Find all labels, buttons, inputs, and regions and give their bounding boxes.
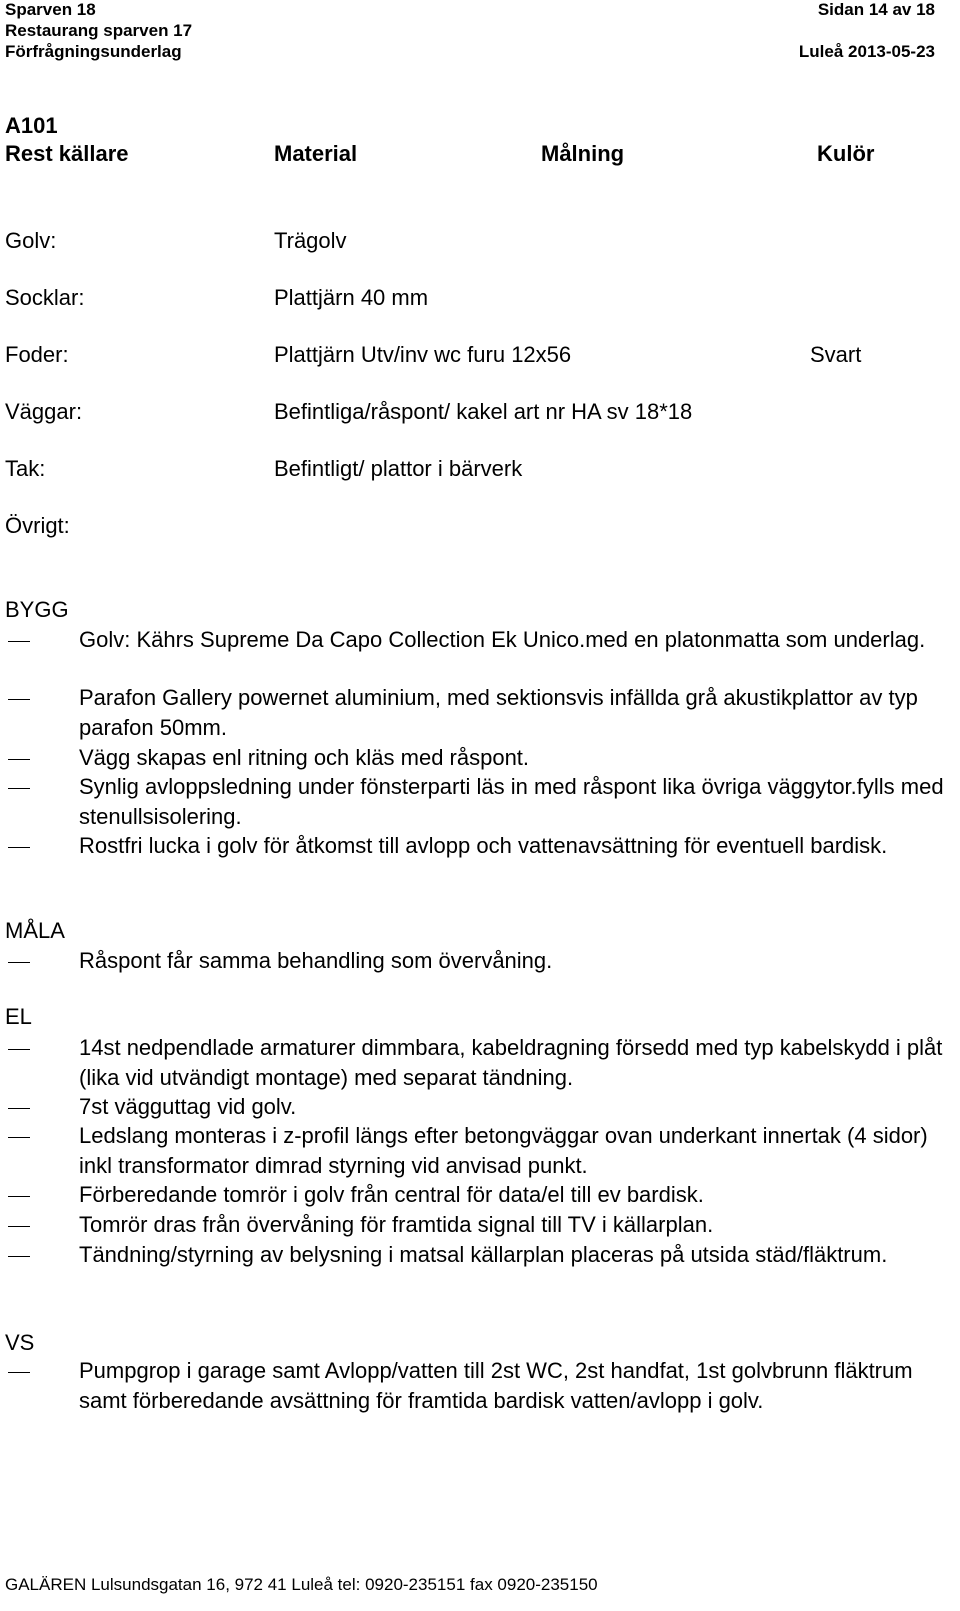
- surface-label: Socklar:: [5, 285, 85, 310]
- dash-bullet: [8, 1226, 30, 1227]
- dash-bullet: [8, 699, 30, 700]
- room-name: Rest källare: [5, 141, 129, 166]
- list-item: Rostfri lucka i golv för åtkomst till avlopp och vattenavsättning för eventuell bardisk.: [79, 833, 888, 858]
- column-painting: Målning: [541, 141, 625, 166]
- surface-material: Befintligt/ plattor i bärverk: [274, 456, 523, 481]
- dash-bullet: [8, 759, 30, 760]
- surface-label: Väggar:: [5, 399, 83, 424]
- room-code: A101: [5, 113, 58, 138]
- section-title-bygg: BYGG: [5, 597, 69, 622]
- list-item: Ledslang monteras i z-profil längs efter betongväggar ovan underkant innertak (4 sidor) inkl transformator dimrad styrning vid anvisad punkt.: [79, 1123, 928, 1178]
- surface-material: Trägolv: [274, 228, 347, 253]
- list-item: Golv: Kährs Supreme Da Capo Collection Ek Unico.med en platonmatta som underlag.: [79, 627, 926, 652]
- dash-bullet: [8, 1137, 30, 1138]
- list-item: Tändning/styrning av belysning i matsal källarplan placeras på utsida städ/fläktrum.: [79, 1242, 888, 1267]
- list-item: Råspont får samma behandling som övervåning.: [79, 948, 553, 973]
- place-date: Luleå 2013-05-23: [798, 42, 935, 61]
- list-item: Synlig avloppsledning under fönsterparti läs in med råspont lika övriga väggytor.fylls med stenullsisolering.: [79, 774, 944, 829]
- surface-label: Tak:: [5, 456, 46, 481]
- dash-bullet: [8, 1196, 30, 1197]
- list-item: Förberedande tomrör i golv från central för data/el till ev bardisk.: [79, 1182, 704, 1207]
- dash-bullet: [8, 641, 30, 642]
- surface-label: Golv:: [5, 228, 57, 253]
- section-title-vs: VS: [5, 1330, 35, 1355]
- list-item: Vägg skapas enl ritning och kläs med råspont.: [79, 745, 530, 770]
- dash-bullet: [8, 847, 30, 848]
- list-item: Parafon Gallery powernet aluminium, med sektionsvis infällda grå akustikplattor av typ parafon 50mm.: [79, 685, 918, 740]
- surface-material: Plattjärn Utv/inv wc furu 12x56: [274, 342, 572, 367]
- surface-color: Svart: [810, 342, 862, 367]
- column-color: Kulör: [817, 141, 875, 166]
- doc-name: Sparven 18: [5, 0, 96, 19]
- surface-label: Foder:: [5, 342, 69, 367]
- surface-material: Plattjärn 40 mm: [274, 285, 429, 310]
- list-item: Pumpgrop i garage samt Avlopp/vatten till 2st WC, 2st handfat, 1st golvbrunn fläktrum samt förberedande avsättning för framtida bardisk vatten/avlopp i golv.: [79, 1358, 913, 1413]
- dash-bullet: [8, 962, 30, 963]
- dash-bullet: [8, 788, 30, 789]
- doc-type: Förfrågningsunderlag: [5, 42, 182, 61]
- section-title-mala: MÅLA: [5, 918, 65, 943]
- list-item: 14st nedpendlade armaturer dimmbara, kabeldragning försedd med typ kabelskydd i plåt (lika vid utvändigt montage) med separat tändning.: [79, 1035, 943, 1090]
- footer-address: GALÄREN Lulsundsgatan 16, 972 41 Luleå tel: 0920-235151 fax 0920-235150: [5, 1575, 598, 1594]
- dash-bullet: [8, 1108, 30, 1109]
- surface-material: Befintliga/råspont/ kakel art nr HA sv 18*18: [274, 399, 693, 424]
- project-name: Restaurang sparven 17: [5, 21, 193, 40]
- dash-bullet: [8, 1372, 30, 1373]
- page-number: Sidan 14 av 18: [817, 0, 935, 19]
- section-title-el: EL: [5, 1004, 32, 1029]
- list-item: 7st vägguttag vid golv.: [79, 1094, 297, 1119]
- column-material: Material: [274, 141, 358, 166]
- other-label: Övrigt:: [5, 513, 70, 538]
- list-item: Tomrör dras från övervåning för framtida signal till TV i källarplan.: [79, 1212, 714, 1237]
- dash-bullet: [8, 1256, 30, 1257]
- dash-bullet: [8, 1049, 30, 1050]
